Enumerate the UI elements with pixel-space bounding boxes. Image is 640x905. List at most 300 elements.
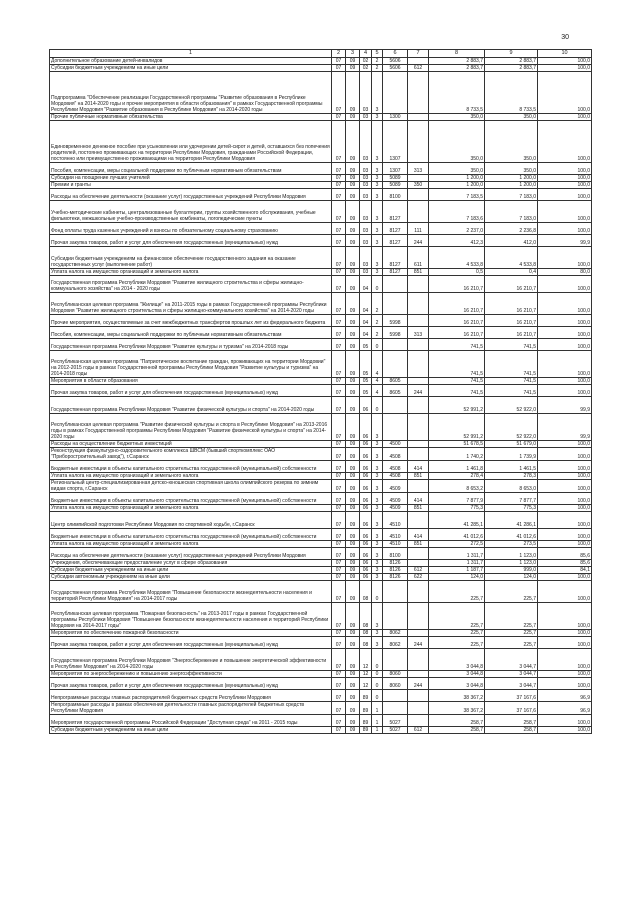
target-article-cell: 5027 [383, 727, 408, 734]
percent-cell: 100,0 [538, 58, 592, 65]
table-row [50, 189, 592, 201]
table-row [50, 315, 592, 327]
executed-amount-cell: 350,0 [485, 121, 538, 163]
row-name-cell: Расходы на обеспечение деятельности (оказание услуг) государственных учреждений Республики Мордовия [50, 189, 332, 201]
program-code-cell: 03 [360, 189, 372, 201]
executed-amount-cell: 741,5 [485, 385, 538, 397]
row-name-cell: Бюджетные инвестиции в объекты капитального строительства государственной (муниципальной) собственности [50, 493, 332, 505]
subprogram-code-cell: 3 [372, 637, 383, 649]
expense-type-cell: 851 [408, 473, 429, 480]
header-cell: 5 [372, 50, 383, 58]
table-row [50, 65, 592, 72]
executed-amount-cell: 273,5 [485, 541, 538, 548]
row-name-cell: Дополнительное образование детей-инвалидов [50, 58, 332, 65]
planned-amount-cell: 38 367,2 [429, 702, 485, 715]
subprogram-code-cell: 2 [372, 65, 383, 72]
program-code-cell: 06 [360, 574, 372, 581]
subprogram-code-cell: 3 [372, 182, 383, 189]
executed-amount-cell: 258,7 [485, 715, 538, 727]
expense-type-cell [408, 603, 429, 630]
program-code-cell: 12 [360, 678, 372, 690]
table-row [50, 560, 592, 567]
row-name-cell: Уплата налога на имущество организаций и земельного налога [50, 473, 332, 480]
table-row [50, 293, 592, 315]
subsection-code-cell: 09 [346, 649, 360, 671]
program-code-cell: 03 [360, 247, 372, 269]
subprogram-code-cell: 1 [372, 702, 383, 715]
percent-cell: 99,9 [538, 414, 592, 441]
section-code-cell: 07 [332, 121, 346, 163]
expense-type-cell [408, 339, 429, 351]
section-code-cell: 07 [332, 529, 346, 541]
subsection-code-cell: 09 [346, 378, 360, 385]
subsection-code-cell: 09 [346, 690, 360, 702]
target-article-cell [383, 649, 408, 671]
expense-type-cell [408, 351, 429, 378]
table-row [50, 505, 592, 512]
table-row [50, 235, 592, 247]
row-name-cell: Мероприятия государственной программы Российской Федерации "Доступная среда" на 2011 - 2015 годы [50, 715, 332, 727]
table-row [50, 378, 592, 385]
subprogram-code-cell: 3 [372, 163, 383, 175]
planned-amount-cell: 51 678,5 [429, 441, 485, 448]
section-code-cell: 07 [332, 448, 346, 461]
expense-type-cell [408, 72, 429, 114]
program-code-cell: 04 [360, 315, 372, 327]
executed-amount-cell: 7 183,0 [485, 201, 538, 223]
program-code-cell: 03 [360, 223, 372, 235]
expense-type-cell [408, 560, 429, 567]
section-code-cell: 07 [332, 630, 346, 637]
percent-cell: 100,0 [538, 378, 592, 385]
percent-cell: 100,0 [538, 529, 592, 541]
planned-amount-cell: 41 285,1 [429, 512, 485, 529]
target-article-cell: 1307 [383, 163, 408, 175]
row-name-cell: Реконструкция физкультурно-оздоровительного комплекса ШВСМ (бывший спорткомплекс ОАО "Приборостроительный завод"), г.Саранск [50, 448, 332, 461]
section-code-cell: 07 [332, 351, 346, 378]
planned-amount-cell: 2 237,0 [429, 223, 485, 235]
planned-amount-cell: 7 877,9 [429, 493, 485, 505]
program-code-cell: 03 [360, 72, 372, 114]
program-code-cell: 04 [360, 293, 372, 315]
percent-cell: 100,0 [538, 461, 592, 473]
subsection-code-cell: 09 [346, 121, 360, 163]
subprogram-code-cell: 0 [372, 397, 383, 414]
target-article-cell: 8060 [383, 671, 408, 678]
percent-cell: 100,0 [538, 163, 592, 175]
subsection-code-cell: 09 [346, 560, 360, 567]
expense-type-cell: 851 [408, 505, 429, 512]
planned-amount-cell: 1 311,7 [429, 560, 485, 567]
target-article-cell [383, 339, 408, 351]
planned-amount-cell: 52 991,2 [429, 414, 485, 441]
table-row [50, 473, 592, 480]
expense-type-cell: 244 [408, 637, 429, 649]
expense-type-cell [408, 702, 429, 715]
expense-type-cell [408, 441, 429, 448]
planned-amount-cell: 38 367,2 [429, 690, 485, 702]
planned-amount-cell: 2 883,7 [429, 58, 485, 65]
subprogram-code-cell: 3 [372, 235, 383, 247]
row-name-cell: Прочая закупка товаров, работ и услуг для обеспечения государственных (муниципальных) нужд [50, 235, 332, 247]
row-name-cell: Бюджетные инвестиции в объекты капитального строительства государственной (муниципальной) собственности [50, 529, 332, 541]
section-code-cell: 07 [332, 603, 346, 630]
planned-amount-cell: 272,5 [429, 541, 485, 548]
subprogram-code-cell: 3 [372, 114, 383, 121]
subprogram-code-cell: 3 [372, 541, 383, 548]
row-name-cell: Пособия, компенсации, меры социальной поддержки по публичным нормативным обязательствам [50, 327, 332, 339]
row-name-cell: Бюджетные инвестиции в объекты капитального строительства государственной (муниципальной) собственности [50, 461, 332, 473]
percent-cell: 100,0 [538, 114, 592, 121]
expense-type-cell [408, 201, 429, 223]
target-article-cell: 1307 [383, 121, 408, 163]
subprogram-code-cell: 3 [372, 505, 383, 512]
planned-amount-cell: 225,7 [429, 630, 485, 637]
program-code-cell: 06 [360, 560, 372, 567]
percent-cell: 84,1 [538, 567, 592, 574]
table-row [50, 223, 592, 235]
row-name-cell: Расходы на обеспечение деятельности (оказание услуг) государственных учреждений Республики Мордовия [50, 548, 332, 560]
section-code-cell: 07 [332, 541, 346, 548]
section-code-cell: 07 [332, 480, 346, 493]
percent-cell: 99,9 [538, 397, 592, 414]
section-code-cell: 07 [332, 276, 346, 293]
row-name-cell: Уплата налога на имущество организаций и земельного налога [50, 269, 332, 276]
percent-cell: 100,0 [538, 671, 592, 678]
program-code-cell: 05 [360, 385, 372, 397]
percent-cell: 85,6 [538, 560, 592, 567]
expense-type-cell: 612 [408, 727, 429, 734]
planned-amount-cell: 3 044,8 [429, 649, 485, 671]
section-code-cell: 07 [332, 461, 346, 473]
header-cell: 10 [538, 50, 592, 58]
program-code-cell: 03 [360, 121, 372, 163]
table-row [50, 175, 592, 182]
row-name-cell: Субсидии автономным учреждениям на иные цели [50, 574, 332, 581]
section-code-cell: 07 [332, 163, 346, 175]
planned-amount-cell: 350,0 [429, 114, 485, 121]
target-article-cell: 8100 [383, 189, 408, 201]
subprogram-code-cell: 3 [372, 493, 383, 505]
table-row [50, 637, 592, 649]
table-row [50, 581, 592, 603]
subprogram-code-cell: 2 [372, 58, 383, 65]
planned-amount-cell: 52 991,2 [429, 397, 485, 414]
percent-cell: 96,9 [538, 690, 592, 702]
subprogram-code-cell: 1 [372, 727, 383, 734]
subprogram-code-cell: 3 [372, 461, 383, 473]
executed-amount-cell: 37 167,6 [485, 702, 538, 715]
section-code-cell: 07 [332, 397, 346, 414]
row-name-cell: Региональный центр-специализированная детско-юношеская спортивная школа олимпийского резерва по зимним видам спорта, г.Саранск [50, 480, 332, 493]
budget-table [49, 49, 592, 734]
target-article-cell: 4509 [383, 493, 408, 505]
program-code-cell: 03 [360, 175, 372, 182]
target-article-cell: 1300 [383, 114, 408, 121]
expense-type-cell [408, 548, 429, 560]
subsection-code-cell: 09 [346, 397, 360, 414]
row-name-cell: Республиканская целевая программа "Жилище" на 2011-2015 годы в рамках Государственной программы Республики Мордовия "Развитие жилищного строительства и сферы жилищно-коммунального хозяйства" на 2014-2020 годы [50, 293, 332, 315]
section-code-cell: 07 [332, 327, 346, 339]
subprogram-code-cell: 3 [372, 247, 383, 269]
percent-cell: 100,0 [538, 327, 592, 339]
planned-amount-cell: 741,5 [429, 385, 485, 397]
target-article-cell: 8605 [383, 385, 408, 397]
target-article-cell: 8127 [383, 223, 408, 235]
table-row [50, 339, 592, 351]
expense-type-cell: 111 [408, 223, 429, 235]
subsection-code-cell: 09 [346, 327, 360, 339]
header-cell: 9 [485, 50, 538, 58]
subprogram-code-cell: 0 [372, 690, 383, 702]
section-code-cell: 07 [332, 671, 346, 678]
header-cell: 6 [383, 50, 408, 58]
percent-cell: 80,0 [538, 269, 592, 276]
table-row [50, 690, 592, 702]
expense-type-cell [408, 630, 429, 637]
table-row [50, 574, 592, 581]
row-name-cell: Республиканская целевая программа "Патриотическое воспитание граждан, проживающих на территории Мордовии" на 2012-2015 годы в рамках Государственной программы Республики Мордовия "Развитие культуры и туризма" на 2014-2018 годы [50, 351, 332, 378]
percent-cell: 99,9 [538, 235, 592, 247]
section-code-cell: 07 [332, 315, 346, 327]
program-code-cell: 06 [360, 505, 372, 512]
executed-amount-cell: 258,7 [485, 727, 538, 734]
subprogram-code-cell: 3 [372, 414, 383, 441]
executed-amount-cell: 225,7 [485, 630, 538, 637]
subsection-code-cell: 09 [346, 315, 360, 327]
subsection-code-cell: 09 [346, 269, 360, 276]
planned-amount-cell: 741,5 [429, 378, 485, 385]
target-article-cell [383, 72, 408, 114]
program-code-cell: 06 [360, 480, 372, 493]
subprogram-code-cell: 4 [372, 385, 383, 397]
executed-amount-cell: 1 200,0 [485, 182, 538, 189]
section-code-cell: 07 [332, 548, 346, 560]
table-row [50, 649, 592, 671]
expense-type-cell: 851 [408, 541, 429, 548]
expense-type-cell: 313 [408, 163, 429, 175]
table-row [50, 163, 592, 175]
program-code-cell: 89 [360, 727, 372, 734]
subsection-code-cell: 09 [346, 678, 360, 690]
subsection-code-cell: 09 [346, 201, 360, 223]
executed-amount-cell: 741,5 [485, 339, 538, 351]
table-row [50, 351, 592, 378]
expense-type-cell: 313 [408, 327, 429, 339]
row-name-cell: Учебно-методические кабинеты, централизованные бухгалтерии, группы хозяйственного обслуживания, учебные фильмотеки, межшкольные учебно-производственные комбинаты, логопедические пункты [50, 201, 332, 223]
table-row [50, 671, 592, 678]
program-code-cell: 03 [360, 235, 372, 247]
table-row [50, 541, 592, 548]
row-name-cell: Государственная программа Республики Мордовия "Энергосбережение и повышение энергетической эффективности в Республике Мордовия" на 2014-2020 годы [50, 649, 332, 671]
target-article-cell: 8127 [383, 247, 408, 269]
subsection-code-cell: 09 [346, 473, 360, 480]
executed-amount-cell: 41 012,6 [485, 529, 538, 541]
subsection-code-cell: 09 [346, 630, 360, 637]
planned-amount-cell: 41 012,6 [429, 529, 485, 541]
section-code-cell: 07 [332, 72, 346, 114]
program-code-cell: 03 [360, 182, 372, 189]
planned-amount-cell: 124,0 [429, 574, 485, 581]
table-row [50, 480, 592, 493]
table-row [50, 269, 592, 276]
planned-amount-cell: 1 200,0 [429, 175, 485, 182]
program-code-cell: 04 [360, 327, 372, 339]
row-name-cell: Прочие публичные нормативные обязательства [50, 114, 332, 121]
target-article-cell: 5998 [383, 315, 408, 327]
target-article-cell: 4508 [383, 461, 408, 473]
program-code-cell: 06 [360, 461, 372, 473]
planned-amount-cell: 3 044,8 [429, 671, 485, 678]
table-row [50, 727, 592, 734]
target-article-cell [383, 702, 408, 715]
section-code-cell: 07 [332, 235, 346, 247]
planned-amount-cell: 16 210,7 [429, 293, 485, 315]
percent-cell: 100,0 [538, 72, 592, 114]
planned-amount-cell: 16 210,7 [429, 315, 485, 327]
planned-amount-cell: 741,5 [429, 339, 485, 351]
row-name-cell: Субсидии бюджетным учреждениям на иные цели [50, 727, 332, 734]
subsection-code-cell: 09 [346, 385, 360, 397]
percent-cell: 100,0 [538, 175, 592, 182]
table-row [50, 327, 592, 339]
subsection-code-cell: 09 [346, 339, 360, 351]
table-row [50, 72, 592, 114]
expense-type-cell [408, 378, 429, 385]
program-code-cell: 06 [360, 473, 372, 480]
row-name-cell: Государственная программа Республики Мордовия "Развитие физической культуры и спорта" на 2014-2020 годы [50, 397, 332, 414]
row-name-cell: Государственная программа Республики Мордовия "Развитие культуры и туризма" на 2014-2018 годы [50, 339, 332, 351]
target-article-cell: 5998 [383, 327, 408, 339]
target-article-cell: 4508 [383, 448, 408, 461]
target-article-cell: 4510 [383, 512, 408, 529]
percent-cell: 100,0 [538, 727, 592, 734]
expense-type-cell [408, 121, 429, 163]
target-article-cell: 4509 [383, 480, 408, 493]
subprogram-code-cell: 0 [372, 276, 383, 293]
program-code-cell: 06 [360, 441, 372, 448]
subprogram-code-cell: 0 [372, 671, 383, 678]
program-code-cell: 05 [360, 351, 372, 378]
target-article-cell: 8100 [383, 548, 408, 560]
row-name-cell: Субсидии бюджетным учреждениям на финансовое обеспечение государственного задания на оказание государственных услуг (выполнение работ) [50, 247, 332, 269]
subprogram-code-cell: 3 [372, 72, 383, 114]
subprogram-code-cell: 3 [372, 448, 383, 461]
percent-cell: 100,0 [538, 630, 592, 637]
program-code-cell: 02 [360, 65, 372, 72]
percent-cell: 96,9 [538, 702, 592, 715]
section-code-cell: 07 [332, 414, 346, 441]
expense-type-cell [408, 58, 429, 65]
section-code-cell: 07 [332, 637, 346, 649]
subsection-code-cell: 09 [346, 65, 360, 72]
section-code-cell: 07 [332, 493, 346, 505]
executed-amount-cell: 775,3 [485, 505, 538, 512]
program-code-cell: 06 [360, 567, 372, 574]
section-code-cell: 07 [332, 378, 346, 385]
executed-amount-cell: 3 044,7 [485, 671, 538, 678]
target-article-cell: 4509 [383, 505, 408, 512]
section-code-cell: 07 [332, 690, 346, 702]
expense-type-cell [408, 315, 429, 327]
target-article-cell: 8605 [383, 378, 408, 385]
table-row [50, 182, 592, 189]
subprogram-code-cell: 3 [372, 574, 383, 581]
section-code-cell: 07 [332, 567, 346, 574]
planned-amount-cell: 1 461,8 [429, 461, 485, 473]
section-code-cell: 07 [332, 201, 346, 223]
subsection-code-cell: 09 [346, 702, 360, 715]
table-row [50, 247, 592, 269]
section-code-cell: 07 [332, 175, 346, 182]
executed-amount-cell: 52 922,0 [485, 414, 538, 441]
subprogram-code-cell: 3 [372, 223, 383, 235]
program-code-cell: 08 [360, 581, 372, 603]
subsection-code-cell: 09 [346, 163, 360, 175]
planned-amount-cell: 7 183,6 [429, 201, 485, 223]
target-article-cell: 8062 [383, 637, 408, 649]
executed-amount-cell: 8 733,5 [485, 72, 538, 114]
executed-amount-cell: 7 183,0 [485, 189, 538, 201]
planned-amount-cell: 225,7 [429, 603, 485, 630]
row-name-cell: Центр олимпийской подготовки Республики Мордовия по спортивной ходьбе, г.Саранск [50, 512, 332, 529]
percent-cell: 100,0 [538, 581, 592, 603]
row-name-cell: Учреждения, обеспечивающие предоставление услуг в сфере образования [50, 560, 332, 567]
target-article-cell: 8126 [383, 567, 408, 574]
row-name-cell: Прочая закупка товаров, работ и услуг для обеспечения государственных (муниципальных) нужд [50, 385, 332, 397]
subsection-code-cell: 09 [346, 529, 360, 541]
subprogram-code-cell: 4 [372, 351, 383, 378]
planned-amount-cell: 1 311,7 [429, 548, 485, 560]
table-row [50, 121, 592, 163]
expense-type-cell: 244 [408, 235, 429, 247]
target-article-cell: 4510 [383, 529, 408, 541]
subprogram-code-cell: 3 [372, 560, 383, 567]
executed-amount-cell: 2 883,7 [485, 58, 538, 65]
row-name-cell: Субсидии на поощрение лучших учителей [50, 175, 332, 182]
subprogram-code-cell: 3 [372, 567, 383, 574]
percent-cell: 100,0 [538, 315, 592, 327]
target-article-cell: 8126 [383, 560, 408, 567]
table-row [50, 715, 592, 727]
subsection-code-cell: 09 [346, 293, 360, 315]
subprogram-code-cell: 2 [372, 315, 383, 327]
row-name-cell: Расходы на осуществление бюджетных инвестиций [50, 441, 332, 448]
section-code-cell: 07 [332, 269, 346, 276]
percent-cell: 100,0 [538, 223, 592, 235]
section-code-cell: 07 [332, 58, 346, 65]
percent-cell: 100,0 [538, 65, 592, 72]
row-name-cell: Республиканская целевая программа "Развитие физической культуры и спорта в Республике Мордовия" на 2013-2016 годы в рамках Государственной программы Республики Мордовия "Развитие физической культуры и спорта" на 2014-2020 годы [50, 414, 332, 441]
page-number: 30 [561, 34, 569, 41]
program-code-cell: 05 [360, 378, 372, 385]
program-code-cell: 03 [360, 163, 372, 175]
target-article-cell: 4508 [383, 473, 408, 480]
percent-cell: 100,0 [538, 505, 592, 512]
row-name-cell: Пособия, компенсации, меры социальной поддержки по публичным нормативным обязательствам [50, 163, 332, 175]
expense-type-cell [408, 276, 429, 293]
percent-cell: 100,0 [538, 480, 592, 493]
table-row [50, 114, 592, 121]
subsection-code-cell: 09 [346, 351, 360, 378]
subsection-code-cell: 09 [346, 548, 360, 560]
expense-type-cell: 350 [408, 182, 429, 189]
executed-amount-cell: 350,0 [485, 114, 538, 121]
subsection-code-cell: 09 [346, 175, 360, 182]
planned-amount-cell: 350,0 [429, 163, 485, 175]
target-article-cell: 5089 [383, 182, 408, 189]
expense-type-cell [408, 480, 429, 493]
